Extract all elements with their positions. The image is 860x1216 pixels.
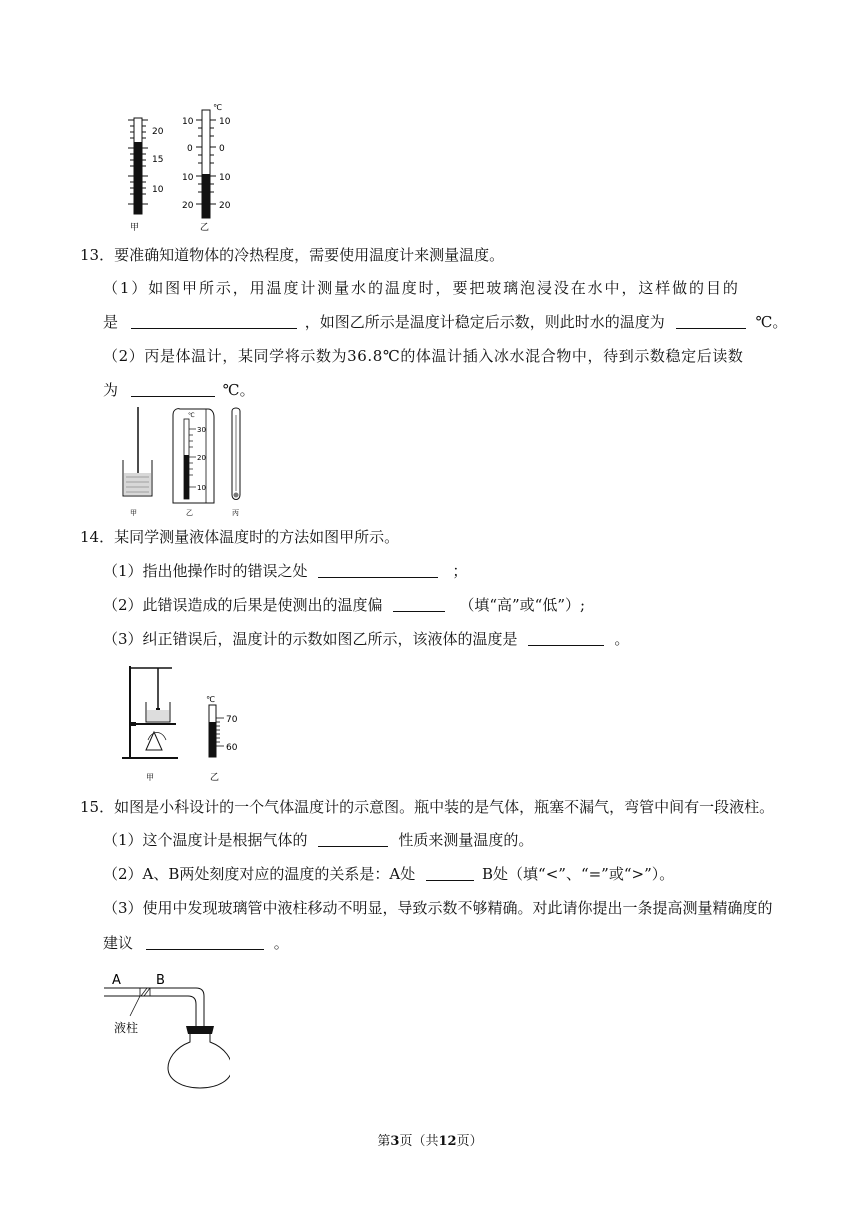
scale-thermometer — [173, 409, 214, 517]
q13-part1-line2: 是 ，如图乙所示是温度计稳定后示数，则此时水的温度为 ℃。 — [103, 313, 788, 331]
q13-figure — [118, 405, 258, 520]
q14-answer-blank-3[interactable] — [528, 630, 604, 646]
svg-text:甲: 甲 — [146, 773, 154, 782]
q14-part3: （3）纠正错误后，温度计的示数如图乙所示，该液体的温度是 。 — [103, 630, 630, 648]
svg-text:乙: 乙 — [210, 773, 220, 783]
svg-text:℃: ℃ — [206, 695, 215, 704]
q15-stem: 15．如图是小科设计的一个气体温度计的示意图。瓶中装的是气体，瓶塞不漏气，弯管中间有一段液柱。 — [80, 798, 775, 816]
q15-answer-blank-3[interactable] — [146, 934, 264, 950]
q13-stem: 13．要准确知道物体的冷热程度，需要使用温度计来测量温度。 — [80, 246, 505, 264]
thermometer-yi — [182, 103, 231, 233]
q13-part2-line2: 为 ℃。 — [103, 381, 255, 399]
q13-number: 13． — [80, 246, 115, 264]
svg-text:20: 20 — [152, 127, 164, 137]
thermometer-jia — [128, 118, 164, 233]
q14-answer-blank-1[interactable] — [318, 562, 438, 578]
gas-thermometer — [104, 973, 230, 1088]
svg-text:60: 60 — [226, 743, 238, 753]
svg-text:30: 30 — [197, 426, 206, 434]
svg-text:20: 20 — [219, 201, 231, 211]
svg-text:A: A — [112, 973, 121, 988]
svg-text:10: 10 — [219, 117, 231, 127]
q14-thermometer — [206, 695, 238, 783]
q13-part1-line1: （1）如图甲所示，用温度计测量水的温度时，要把玻璃泡浸没在水中，这样做的目的 — [103, 279, 740, 297]
svg-text:0: 0 — [187, 144, 193, 154]
q15-figure — [100, 968, 230, 1090]
svg-text:甲: 甲 — [130, 223, 140, 233]
svg-text:丙: 丙 — [232, 509, 239, 517]
svg-text:70: 70 — [226, 715, 238, 725]
q13-answer-blank-1[interactable] — [131, 313, 297, 329]
stand-apparatus — [122, 666, 178, 782]
page-total: 12 — [438, 1134, 457, 1149]
svg-text:10: 10 — [197, 484, 206, 492]
q15-part3-line2: 建议 。 — [103, 934, 289, 952]
q15-part3-line1: （3）使用中发现玻璃管中液柱移动不明显，导致示数不够精确。对此请你提出一条提高测量精确度的 — [103, 899, 773, 917]
svg-text:乙: 乙 — [200, 223, 210, 233]
svg-text:℃: ℃ — [213, 103, 222, 112]
thermometer-figure-top — [120, 100, 250, 235]
page-number: 3 — [390, 1134, 400, 1149]
svg-text:15: 15 — [152, 155, 164, 165]
svg-text:B: B — [156, 973, 165, 988]
q15-answer-blank-2[interactable] — [426, 865, 474, 881]
svg-text:℃: ℃ — [188, 412, 195, 419]
svg-text:20: 20 — [182, 201, 194, 211]
svg-text:20: 20 — [197, 454, 206, 462]
svg-text:0: 0 — [219, 144, 225, 154]
q14-answer-blank-2[interactable] — [393, 596, 445, 612]
svg-text:10: 10 — [182, 173, 194, 183]
q13-part2-line1: （2）丙是体温计，某同学将示数为36.8℃的体温计插入冰水混合物中，待到示数稳定后读数 — [103, 347, 744, 365]
q15-part1: （1）这个温度计是根据气体的 性质来测量温度的。 — [103, 831, 534, 849]
q14-number: 14． — [80, 528, 115, 546]
page-footer: 第3页（共12页） — [377, 1134, 483, 1149]
svg-text:甲: 甲 — [130, 509, 137, 517]
svg-text:液柱: 液柱 — [114, 1021, 139, 1035]
svg-text:10: 10 — [219, 173, 231, 183]
q13-answer-blank-2[interactable] — [676, 313, 746, 329]
q15-part2: （2）A、B两处刻度对应的温度的关系是：A处 B处（填“<”、“=”或“>”）。 — [103, 865, 675, 883]
clinical-thermometer — [232, 408, 240, 517]
q14-part1: （1）指出他操作时的错误之处 ； — [103, 562, 468, 580]
svg-text:10: 10 — [182, 117, 194, 127]
q15-answer-blank-1[interactable] — [318, 831, 388, 847]
q14-figure — [118, 658, 248, 788]
q14-stem: 14．某同学测量液体温度时的方法如图甲所示。 — [80, 528, 400, 546]
svg-text:乙: 乙 — [186, 509, 193, 517]
q13-answer-blank-3[interactable] — [131, 381, 215, 397]
q14-part2: （2）此错误造成的后果是使测出的温度偏 （填“高”或“低”）; — [103, 596, 586, 614]
beaker-with-thermometer — [123, 407, 152, 517]
svg-text:10: 10 — [152, 185, 164, 195]
q15-number: 15． — [80, 798, 115, 816]
